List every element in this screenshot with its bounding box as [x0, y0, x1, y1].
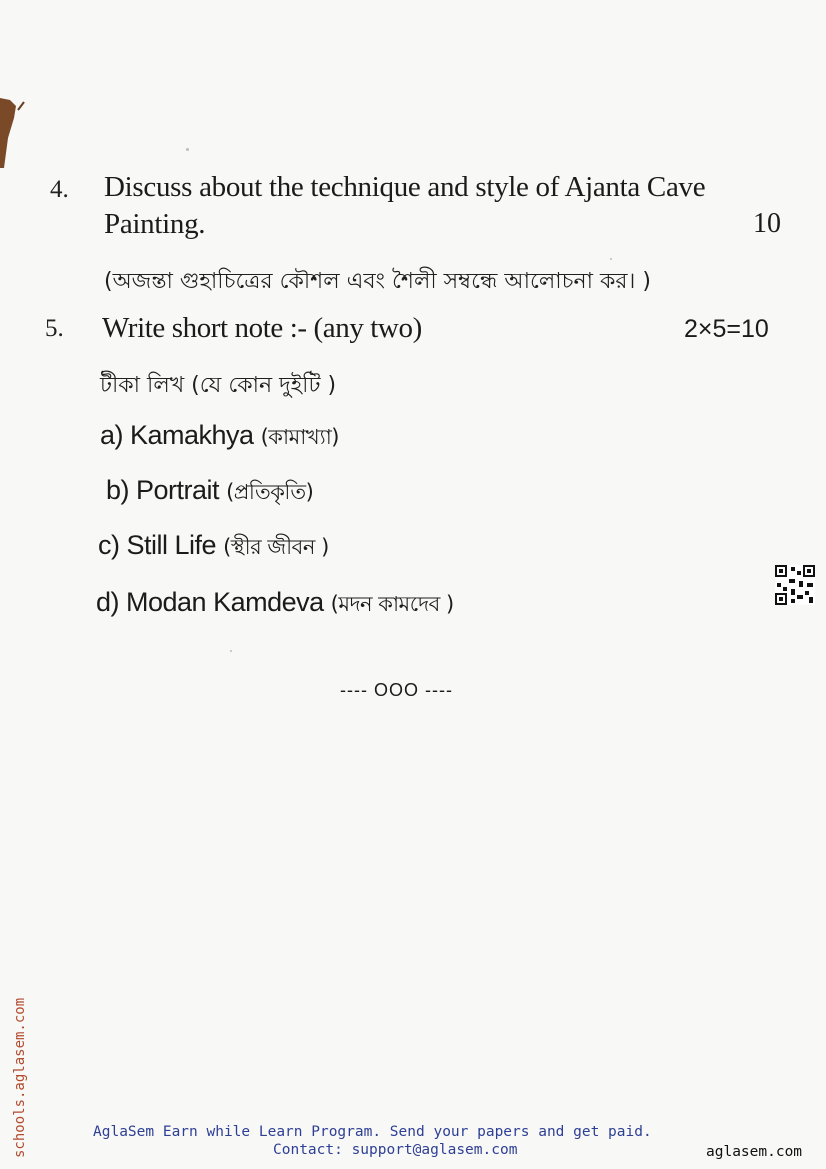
paper-speck: [230, 650, 232, 652]
question-5-title: Write short note :- (any two): [102, 312, 422, 344]
short-note-item-c: [98, 530, 329, 566]
footer-promo-text: AglaSem Earn while Learn Program. Send your papers and get paid.: [93, 1124, 652, 1140]
footer-site-link[interactable]: aglasem.com: [706, 1144, 803, 1160]
page-corner-mark: [0, 98, 26, 168]
short-note-item-d: [96, 587, 454, 623]
short-note-item-a-bn: (কামাখ্যা): [260, 425, 339, 449]
question-5-bengali: টীকা লিখ (যে কোন দুইটি ): [100, 373, 337, 398]
short-note-item-c-en: c) Still Life: [98, 530, 217, 560]
question-4-line-1: Discuss about the technique and style of Ajanta Cave: [104, 171, 706, 203]
short-note-item-d-bn: (মদন কামদেব ): [330, 592, 454, 616]
qr-code-icon: [775, 565, 815, 605]
question-5-marks: 2×5=10: [684, 315, 769, 343]
end-of-paper-mark: ---- OOO ----: [340, 680, 453, 700]
short-note-item-b-en: b) Portrait: [106, 475, 220, 505]
short-note-item-a: [100, 420, 339, 456]
paper-speck: [610, 258, 612, 260]
side-watermark-url[interactable]: schools.aglasem.com: [12, 997, 28, 1158]
short-note-item-b: [106, 475, 313, 511]
short-note-item-b-bn: (প্রতিকৃতি): [226, 480, 314, 504]
paper-speck: [186, 148, 189, 151]
question-4-number: 4.: [50, 176, 69, 203]
question-4-line-2: Painting.: [104, 208, 206, 240]
question-4-bengali: (অজন্তা গুহাচিত্রের কৌশল এবং শৈলী সম্বন্ধে আলোচনা কর। ): [104, 269, 651, 294]
short-note-item-c-bn: (স্থীর জীবন ): [223, 535, 329, 559]
footer-contact-text[interactable]: Contact: support@aglasem.com: [273, 1142, 518, 1158]
short-note-item-a-en: a) Kamakhya: [100, 420, 254, 450]
question-5-number: 5.: [45, 315, 64, 342]
short-note-item-d-en: d) Modan Kamdeva: [96, 587, 324, 617]
question-4-marks: 10: [753, 208, 781, 239]
